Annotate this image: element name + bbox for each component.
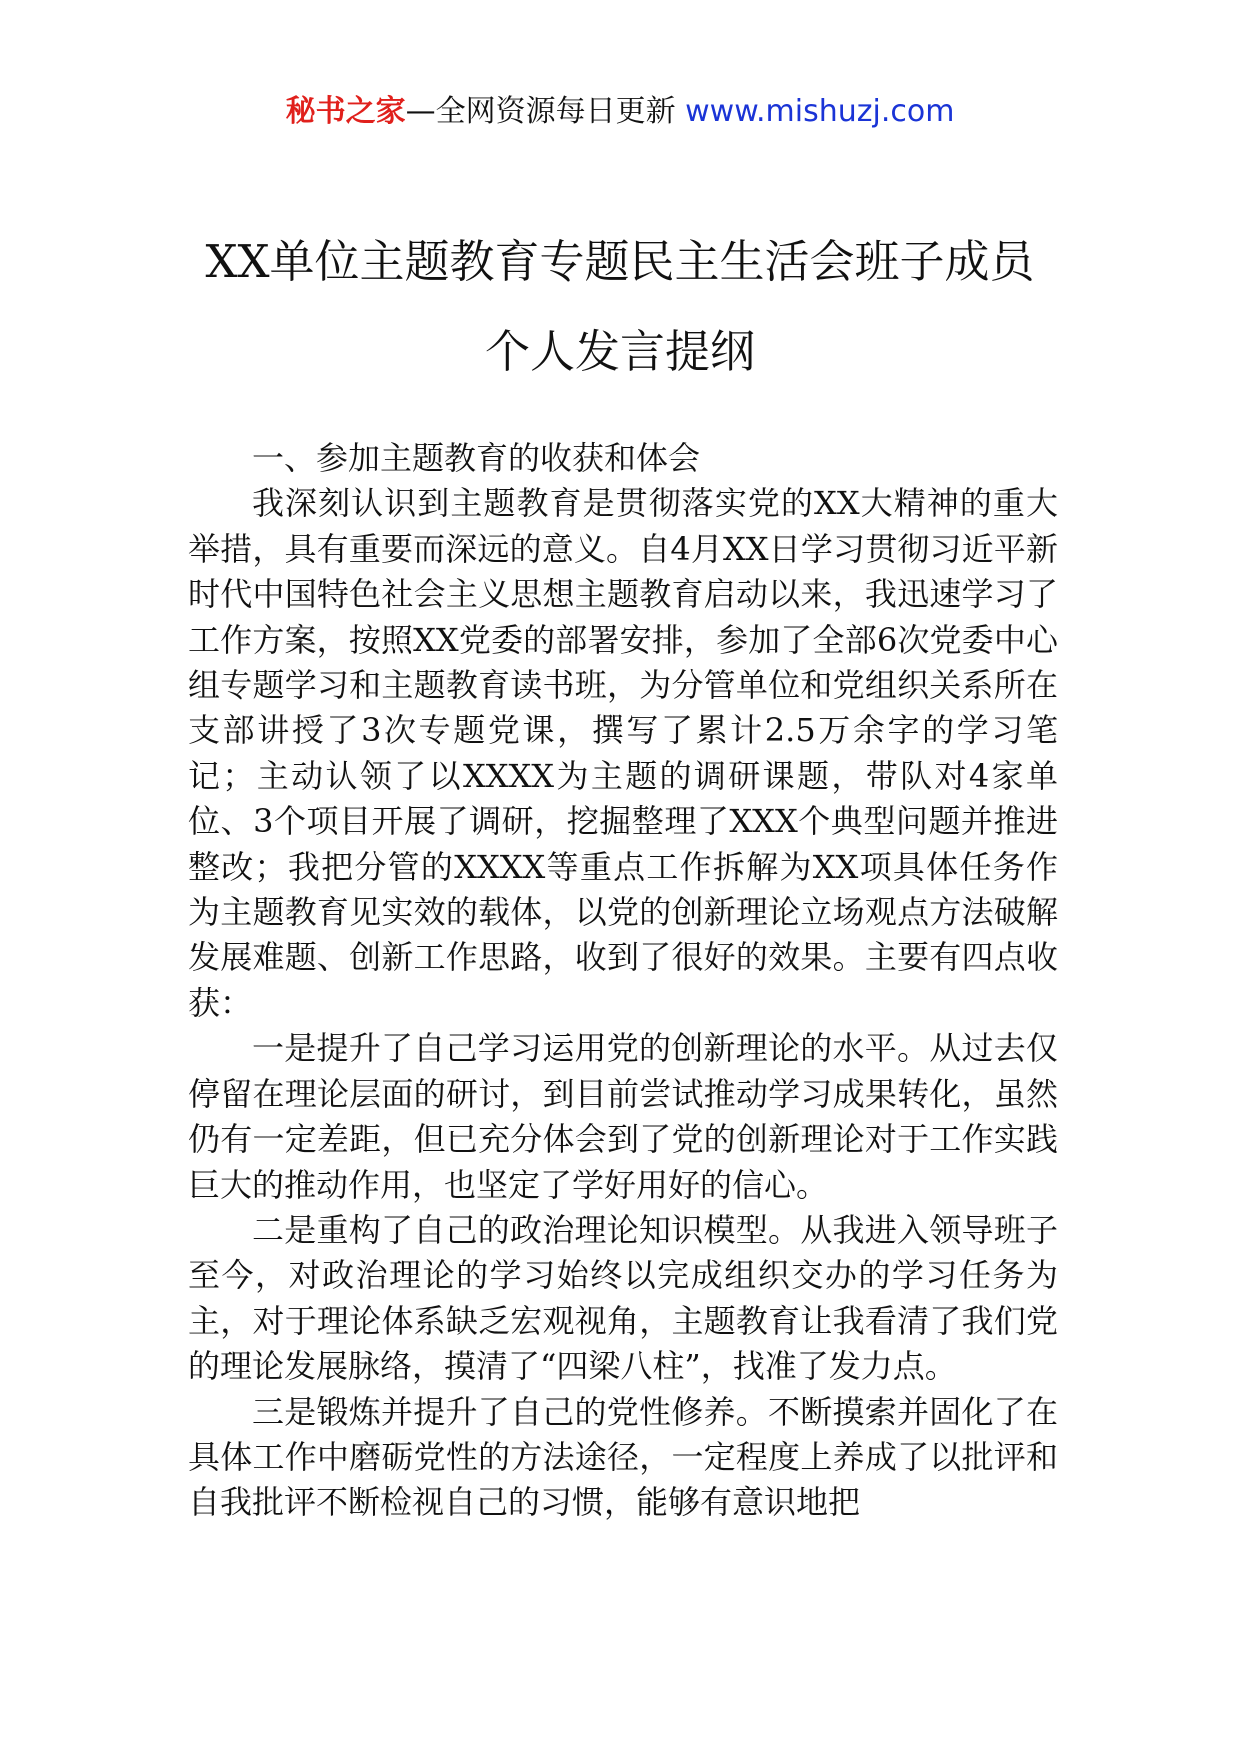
body-paragraph: 我深刻认识到主题教育是贯彻落实党的XX大精神的重大举措，具有重要而深远的意义。自4月XX日学习贯彻习近平新时代中国特色社会主义思想主题教育启动以来，我迅速学习了工作方案，按照XX党委的部署安排，参加了全部6次党委中心组专题学习和主题教育读书班，为分管单位和党组织关系所在支部讲授了3次专题党课，撰写了累计2.5万余字的学习笔记；主动认领了以XXXX为主题的调研课题，带队对4家单位、3个项目开展了调研，挖掘整理了XXX个典型问题并推进整改；我把分管的XXXX等重点工作拆解为XX项具体任务作为主题教育见实效的载体，以党的创新理论立场观点方法破解发展难题、创新工作思路，收到了很好的效果。主要有四点收获： — [188, 484, 1058, 1022]
body-paragraph: 三是锻炼并提升了自己的党性修养。不断摸索并固化了在具体工作中磨砺党性的方法途径，一定程度上养成了以批评和自我批评不断检视自己的习惯，能够有意识地把 — [188, 1392, 1058, 1522]
site-link[interactable]: www.mishuzj.com — [685, 94, 955, 129]
document-title-line-2: 个人发言提纲 — [484, 325, 755, 378]
body-paragraph: 二是重构了自己的政治理论知识模型。从我进入领导班子至今，对政治理论的学习始终以完成组织交办的学习任务为主，对于理论体系缺乏宏观视角，主题教育让我看清了我们党的理论发展脉络，摸清了“四梁八柱”，找准了发力点。 — [188, 1210, 1058, 1386]
header-slogan: —全网资源每日更新 — [405, 94, 686, 129]
brand-name: 秘书之家 — [285, 94, 406, 129]
body-paragraph: 一是提升了自己学习运用党的创新理论的水平。从过去仅停留在理论层面的研讨，到目前尝试推动学习成果转化，虽然仍有一定差距，但已充分体会到了党的创新理论对于工作实践巨大的推动作用，也坚定了学好用好的信心。 — [188, 1029, 1058, 1204]
document-title-line-1: XX单位主题教育专题民主生活会班子成员 — [205, 235, 1035, 288]
section-heading: 一、参加主题教育的收获和体会 — [252, 439, 701, 477]
document-body — [188, 436, 1058, 1526]
page-header — [0, 92, 1240, 132]
